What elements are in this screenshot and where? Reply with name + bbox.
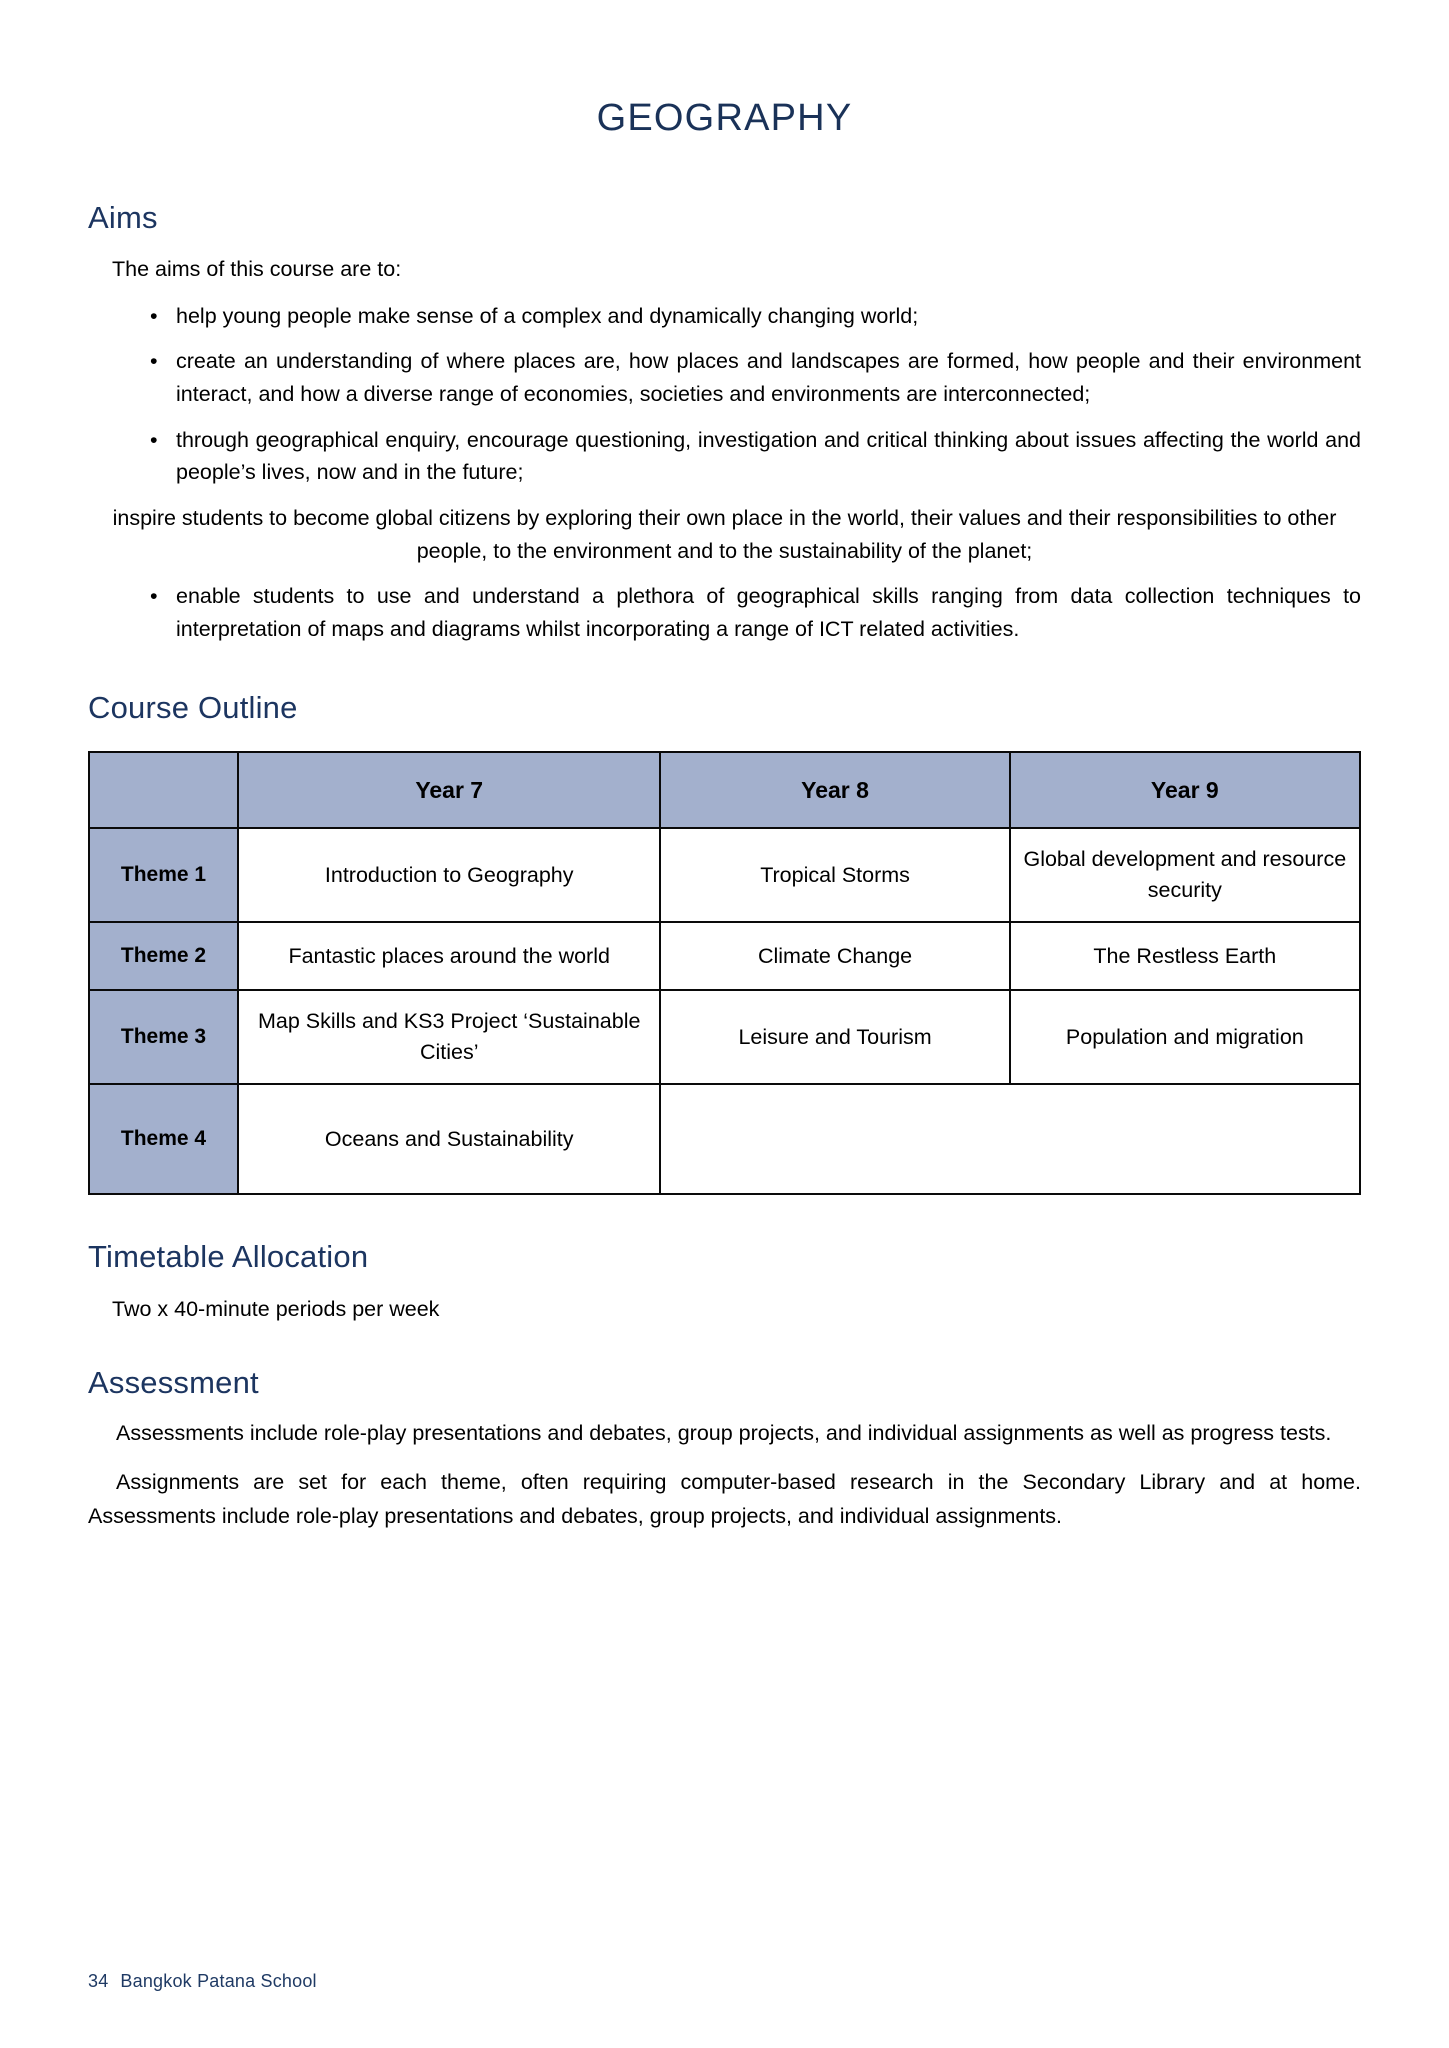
table-cell-theme-label: Theme 3 [89,990,238,1084]
table-row [89,1084,1360,1194]
table-cell-year7: Fantastic places around the world [238,922,661,990]
table-header-cell-year7: Year 7 [238,752,661,828]
aims-intro-text: The aims of this course are to: [112,257,402,282]
list-item-text: through geographical enquiry, encourage questioning, investigation and critical thinking about issues affecting the world and people’s lives, now and in the future; [176,427,1361,485]
table-cell-year7: Map Skills and KS3 Project ‘Sustainable Cities’ [238,990,661,1084]
table-cell-year8-year9-merged-empty [660,1084,1360,1194]
aims-bullet-list [88,300,1361,646]
bullet-icon: • [150,303,158,328]
table-cell-year8: Leisure and Tourism [660,990,1009,1084]
list-item-text: enable students to use and understand a plethora of geographical skills ranging from data collection techniques to interpretation of maps and diagrams whilst incorporating a range of ICT related activities. [176,584,1361,642]
list-item [88,502,1361,567]
table-header-row [89,752,1360,828]
table-cell-year9: Population and migration [1010,990,1360,1084]
table-cell-year8: Tropical Storms [660,828,1009,922]
page-footer [88,1971,317,1992]
section-heading-assessment: Assessment [88,1365,259,1401]
table-row [89,922,1360,990]
assessment-paragraph-2: Assignments are set for each theme, often requiring computer-based research in the Secondary Library and at home. Assessments include role-play presentations and debates, group projects, and individual assignments. [88,1470,1361,1528]
table-cell-theme-label: Theme 4 [89,1084,238,1194]
page-title: GEOGRAPHY [596,97,853,139]
table-cell-year7: Introduction to Geography [238,828,661,922]
footer-school-name: Bangkok Patana School [120,1971,317,1991]
list-item [88,300,1361,333]
timetable-allocation-text: Two x 40-minute periods per week [112,1297,440,1322]
table-cell-year7: Oceans and Sustainability [238,1084,661,1194]
list-item [88,345,1361,410]
table-cell-theme-label: Theme 2 [89,922,238,990]
section-heading-timetable-allocation: Timetable Allocation [88,1239,369,1275]
table-header-cell-blank [89,752,238,828]
table-header-cell-year9: Year 9 [1010,752,1360,828]
table-row [89,828,1360,922]
table-header [89,752,1360,828]
bullet-icon: • [150,349,158,374]
section-heading-course-outline: Course Outline [88,689,298,725]
assessment-paragraph-1: Assessments include role-play presentations and debates, group projects, and individual assignments as well as progress tests. [116,1420,1332,1445]
list-item [88,580,1361,645]
section-heading-aims: Aims [88,199,158,235]
footer-page-number: 34 [88,1971,109,1991]
list-item-text: inspire students to become global citizens by exploring their own place in the world, their values and their responsibilities to other people, to the environment and to the sustainability of the planet; [112,506,1337,563]
table-header-cell-year8: Year 8 [660,752,1009,828]
table-cell-year8: Climate Change [660,922,1009,990]
table-cell-year9: The Restless Earth [1010,922,1360,990]
list-item-text: help young people make sense of a complex and dynamically changing world; [176,303,919,328]
bullet-icon: • [150,427,158,452]
list-item [88,424,1361,489]
bullet-icon: • [150,584,158,609]
list-item-text: create an understanding of where places are, how places and landscapes are formed, how people and their environment interact, and how a diverse range of economies, societies and environments are interconnected; [176,349,1361,407]
table-cell-year9: Global development and resource security [1010,828,1360,922]
course-outline-table [88,751,1361,1195]
table-cell-theme-label: Theme 1 [89,828,238,922]
table-body [89,828,1360,1194]
table-row [89,990,1360,1084]
